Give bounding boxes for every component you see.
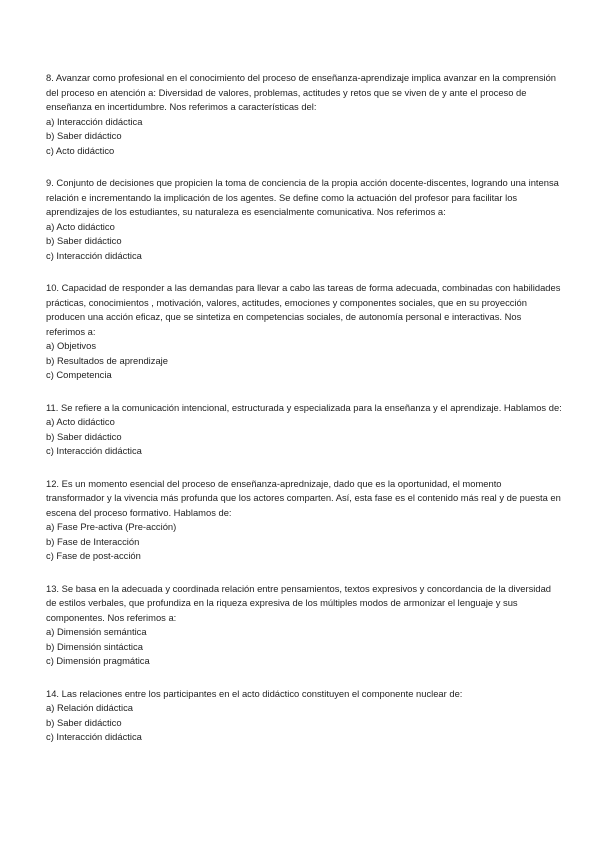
answer-option-a: a) Relación didáctica [46, 702, 134, 713]
question-text: 12. Es un momento esencial del proceso de enseñanza-aprednizaje, dado que es la oportunidad, el momento transformador y la vivencia más profunda que los actores comparten. Así, esta fase es el contenido más real y de puesta en escena del proceso formativo. Hablamos de: [46, 477, 561, 518]
answer-option-b: b) Saber didáctico [46, 716, 122, 728]
answer-option-a: a) Objetivos [46, 340, 97, 351]
question-text: 11. Se refiere a la comunicación intencional, estructurada y especializada para la enseñanza y el aprendizaje. Hablamos de: [46, 401, 562, 413]
answer-option-a: a) Dimensión semántica [46, 626, 147, 637]
answer-option-b: b) Resultados de aprendizaje [46, 354, 168, 366]
answer-option-b: b) Fase de Interacción [46, 535, 140, 547]
question-text: 8. Avanzar como profesional en el conocimiento del proceso de enseñanza-aprendizaje implica avanzar en la comprensión del proceso en atención a: Diversidad de valores, problemas, actitudes y retos que se viven de y ante el proceso de enseñanza en incertidumbre. Nos referimos a características del: [46, 72, 557, 112]
answer-option-b: b) Saber didáctico [46, 130, 122, 141]
answer-options [46, 520, 562, 564]
question-13 [46, 582, 562, 669]
answer-option-a: a) Fase Pre-activa (Pre-acción) [46, 521, 177, 532]
question-14 [46, 687, 562, 745]
question-8 [46, 71, 562, 158]
answer-option-c: c) Acto didáctico [46, 144, 115, 156]
question-text: 14. Las relaciones entre los participantes en el acto didáctico constituyen el componente nuclear de: [46, 687, 463, 699]
answer-option-b: b) Dimensión sintáctica [46, 640, 143, 652]
answer-option-c: c) Interacción didáctica [46, 731, 142, 742]
question-11 [46, 401, 562, 459]
question-text: 10. Capacidad de responder a las demandas para llevar a cabo las tareas de forma adecuada, combinadas con habilidades prácticas, conocimientos , motivación, valores, actitudes, emociones y componentes sociales, que en su proyección producen una acción eficaz, que se sintetiza en competencias sociales, de autonomía personal e interactivas. Nos referimos a: [46, 282, 561, 337]
question-9 [46, 176, 562, 263]
answer-options [46, 220, 562, 264]
answer-options [46, 415, 562, 459]
answer-option-c: c) Interacción didáctica [46, 249, 142, 261]
answer-option-a: a) Interacción didáctica [46, 115, 143, 127]
answer-option-b: b) Saber didáctico [46, 235, 122, 246]
answer-options [46, 701, 562, 745]
question-text: 13. Se basa en la adecuada y coordinada relación entre pensamientos, textos expresivos y concordancia de la diversidad de estilos verbales, que profundiza en la riqueza expresiva de los múltiples modos de armonizar el lenguaje y sus componentes. Nos referimos a: [46, 582, 552, 623]
answer-options [46, 115, 562, 159]
question-text: 9. Conjunto de decisiones que propicien la toma de conciencia de la propia acción docente-discentes, logrando una intensa relación e incrementando la implicación de los agentes. Se define como la actuación del profesor para facilitar los aprendizajes de los estudiantes, su naturaleza es esencialmente comunicativa. Nos referimos a: [46, 177, 559, 217]
answer-option-c: c) Interacción didáctica [46, 445, 142, 456]
question-10 [46, 281, 562, 383]
question-12 [46, 477, 562, 564]
question-list [46, 71, 562, 745]
answer-options [46, 339, 562, 383]
answer-option-c: c) Competencia [46, 369, 112, 380]
answer-option-c: c) Dimensión pragmática [46, 655, 150, 666]
answer-option-b: b) Saber didáctico [46, 430, 122, 442]
answer-option-a: a) Acto didáctico [46, 220, 115, 232]
answer-option-a: a) Acto didáctico [46, 416, 115, 427]
answer-option-c: c) Fase de post-acción [46, 550, 141, 561]
answer-options [46, 625, 562, 669]
